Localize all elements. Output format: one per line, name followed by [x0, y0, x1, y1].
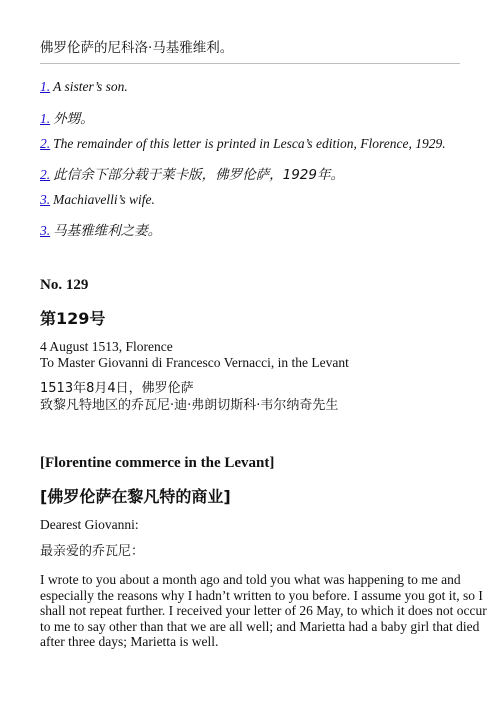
- section-heading-cn: [佛罗伦萨在黎凡特的商业]: [40, 487, 231, 506]
- footnote-1-en: [40, 79, 128, 95]
- body-line: shall not repeat further. I received your letter of 26 May, to which it does not occur: [40, 603, 487, 618]
- footnote-text: A sister’s son.: [53, 79, 128, 94]
- footnote-1-cn: [40, 107, 94, 127]
- footnote-text: Machiavelli’s wife.: [53, 192, 155, 207]
- footnote-3-link[interactable]: 3.: [40, 223, 51, 238]
- footnote-1-link[interactable]: 1.: [40, 79, 51, 94]
- running-header: 佛罗伦萨的尼科洛·马基雅维利。: [40, 40, 234, 56]
- letter-number-en: No. 129: [40, 277, 89, 293]
- body-line: especially the reasons why I hadn’t written to you before. I assume you got it, so I: [40, 587, 483, 603]
- greeting-en: Dearest Giovanni:: [40, 517, 139, 532]
- section-heading-en: [Florentine commerce in the Levant]: [40, 455, 275, 471]
- footnote-text: 此信余下部分载于莱卡版，佛罗伦萨，1929年。: [53, 167, 344, 183]
- footnote-text: 马基雅维利之妻。: [53, 223, 162, 239]
- body-paragraph: [40, 572, 487, 650]
- letter-date-en: 4 August 1513, Florence: [40, 339, 173, 354]
- footnote-3-link[interactable]: 3.: [40, 192, 51, 207]
- footnote-text: 外甥。: [53, 111, 94, 127]
- header-divider: [40, 63, 460, 64]
- body-line: I wrote to you about a month ago and told you what was happening to me and: [40, 572, 461, 587]
- greeting-cn: 最亲爱的乔瓦尼：: [40, 544, 145, 559]
- footnote-2-link[interactable]: 2.: [40, 167, 51, 182]
- letter-date-cn: 1513年8月4日，佛罗伦萨: [40, 381, 194, 396]
- footnote-1-link[interactable]: 1.: [40, 111, 51, 126]
- letter-number-cn: 第129号: [40, 309, 106, 328]
- letter-recipient-cn: 致黎凡特地区的乔瓦尼·迪·弗朗切斯科·韦尔纳奇先生: [40, 398, 339, 413]
- body-line: after three days; Marietta is well.: [40, 634, 219, 649]
- footnote-2-cn: [40, 163, 344, 183]
- letter-recipient-en: To Master Giovanni di Francesco Vernacci, in the Levant: [40, 355, 349, 370]
- footnote-2-en: [40, 136, 446, 152]
- footnote-text: The remainder of this letter is printed in Lesca’s edition, Florence, 1929.: [53, 136, 446, 151]
- footnote-2-link[interactable]: 2.: [40, 136, 51, 151]
- footnote-3-en: [40, 192, 155, 208]
- body-line: to me to say other than that we are all well; and Marietta had a baby girl that died: [40, 618, 480, 634]
- footnote-3-cn: [40, 219, 161, 239]
